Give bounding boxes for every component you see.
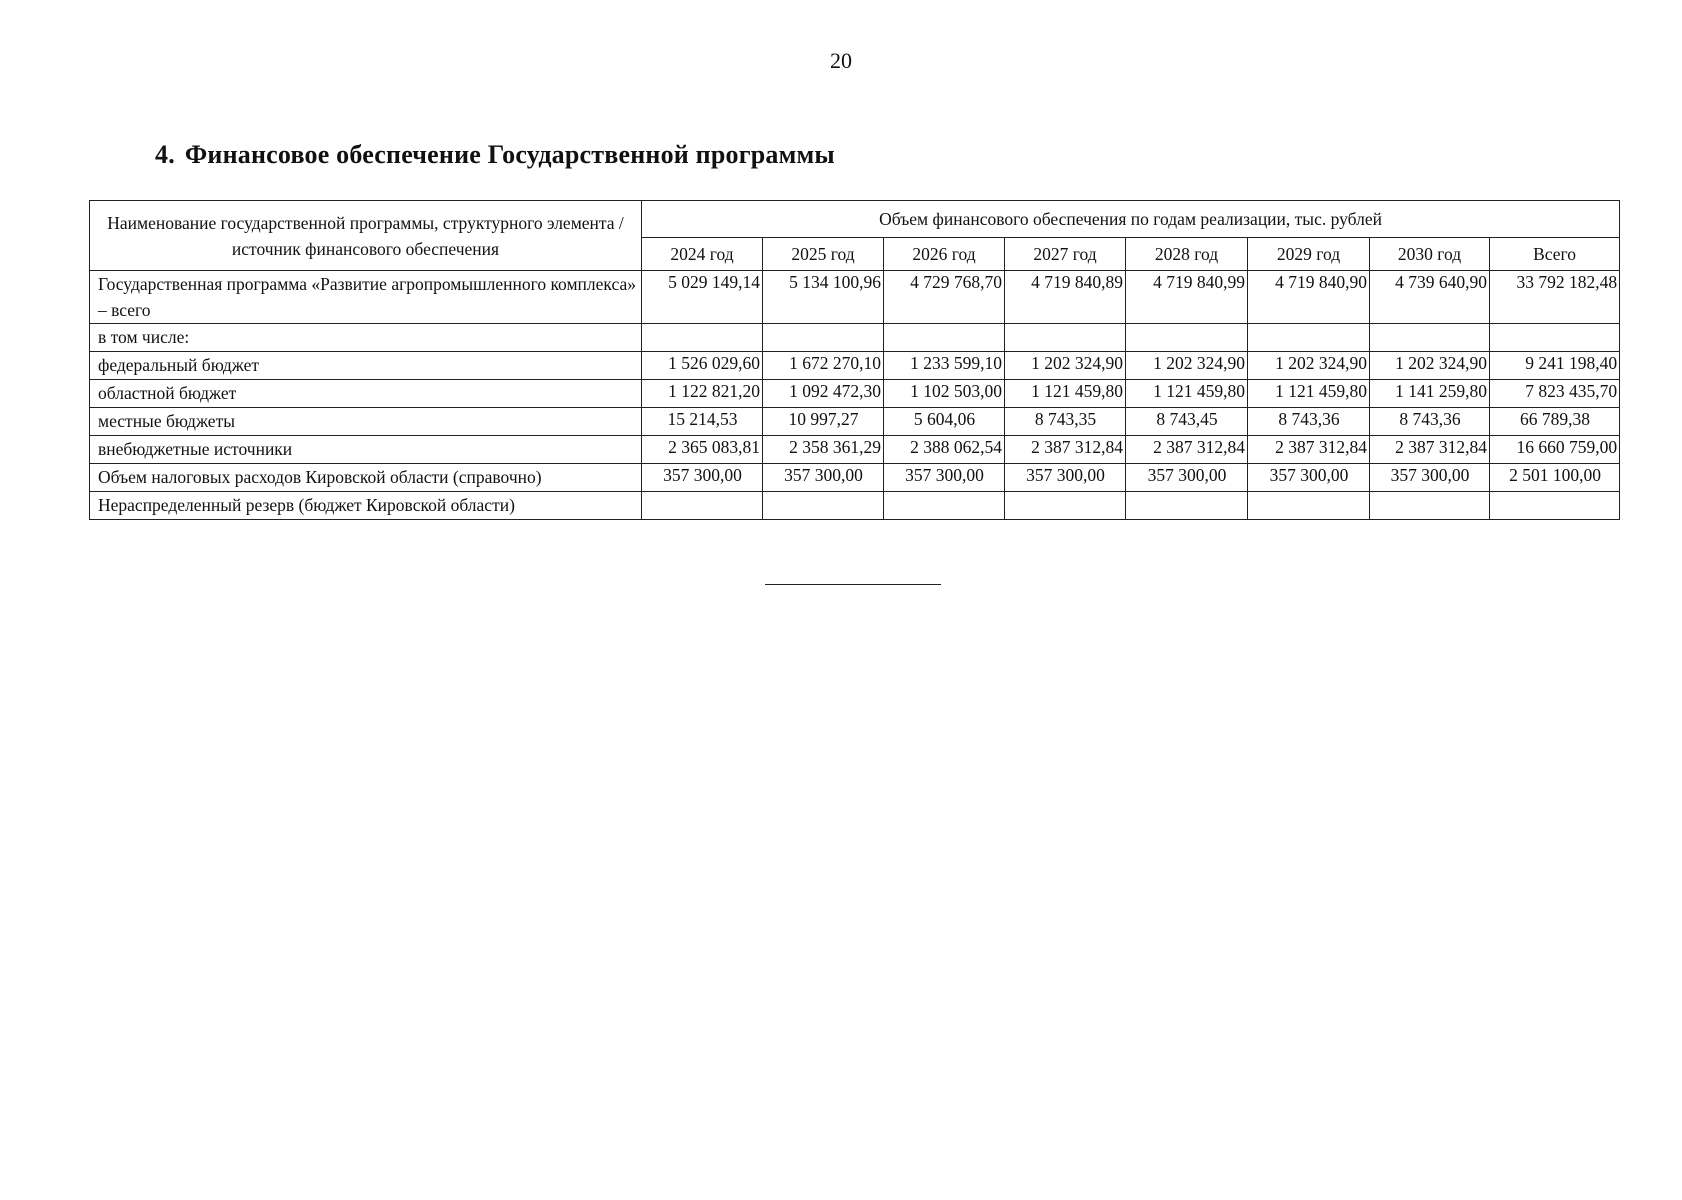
column-header-2025: 2025 год bbox=[763, 238, 884, 271]
cell-value: 357 300,00 bbox=[1126, 464, 1248, 492]
cell-value: 7 823 435,70 bbox=[1490, 380, 1620, 408]
cell-value: 4 739 640,90 bbox=[1370, 271, 1490, 324]
cell-value: 8 743,36 bbox=[1248, 408, 1370, 436]
row-label: в том числе: bbox=[90, 324, 642, 352]
cell-value bbox=[1248, 324, 1370, 352]
cell-value: 2 501 100,00 bbox=[1490, 464, 1620, 492]
table-row bbox=[90, 464, 1620, 492]
cell-value: 1 141 259,80 bbox=[1370, 380, 1490, 408]
cell-value bbox=[1005, 492, 1126, 520]
table-row bbox=[90, 271, 1620, 324]
cell-value: 1 102 503,00 bbox=[884, 380, 1005, 408]
row-label: местные бюджеты bbox=[90, 408, 642, 436]
section-title bbox=[155, 140, 835, 170]
section-number: 4. bbox=[155, 140, 175, 169]
cell-value: 2 387 312,84 bbox=[1005, 436, 1126, 464]
financing-table bbox=[89, 200, 1620, 520]
cell-value: 1 202 324,90 bbox=[1248, 352, 1370, 380]
cell-value bbox=[1370, 492, 1490, 520]
column-header-2026: 2026 год bbox=[884, 238, 1005, 271]
column-header-2027: 2027 год bbox=[1005, 238, 1126, 271]
cell-value: 9 241 198,40 bbox=[1490, 352, 1620, 380]
cell-value: 1 121 459,80 bbox=[1248, 380, 1370, 408]
cell-value: 5 134 100,96 bbox=[763, 271, 884, 324]
cell-value: 16 660 759,00 bbox=[1490, 436, 1620, 464]
financing-group-header: Объем финансового обеспечения по годам реализации, тыс. рублей bbox=[642, 201, 1620, 238]
cell-value: 66 789,38 bbox=[1490, 408, 1620, 436]
column-header-2024: 2024 год bbox=[642, 238, 763, 271]
column-header-total: Всего bbox=[1490, 238, 1620, 271]
name-column-header: Наименование государственной программы, структурного элемента / источник финансового обеспечения bbox=[90, 201, 642, 271]
cell-value bbox=[884, 324, 1005, 352]
table-row bbox=[90, 352, 1620, 380]
end-rule-divider bbox=[765, 584, 941, 585]
cell-value bbox=[1126, 492, 1248, 520]
cell-value: 357 300,00 bbox=[884, 464, 1005, 492]
cell-value: 2 387 312,84 bbox=[1248, 436, 1370, 464]
table-row bbox=[90, 492, 1620, 520]
cell-value: 1 202 324,90 bbox=[1370, 352, 1490, 380]
cell-value bbox=[1490, 324, 1620, 352]
cell-value: 1 121 459,80 bbox=[1005, 380, 1126, 408]
cell-value bbox=[1370, 324, 1490, 352]
cell-value: 1 526 029,60 bbox=[642, 352, 763, 380]
cell-value: 33 792 182,48 bbox=[1490, 271, 1620, 324]
table-row bbox=[90, 436, 1620, 464]
cell-value: 4 719 840,89 bbox=[1005, 271, 1126, 324]
cell-value: 2 365 083,81 bbox=[642, 436, 763, 464]
cell-value: 357 300,00 bbox=[1370, 464, 1490, 492]
cell-value: 1 202 324,90 bbox=[1005, 352, 1126, 380]
row-label: Нераспределенный резерв (бюджет Кировской области) bbox=[90, 492, 642, 520]
cell-value: 1 202 324,90 bbox=[1126, 352, 1248, 380]
cell-value: 357 300,00 bbox=[1005, 464, 1126, 492]
cell-value: 2 387 312,84 bbox=[1370, 436, 1490, 464]
row-label: областной бюджет bbox=[90, 380, 642, 408]
cell-value bbox=[1126, 324, 1248, 352]
cell-value bbox=[763, 492, 884, 520]
table-row bbox=[90, 324, 1620, 352]
cell-value: 357 300,00 bbox=[763, 464, 884, 492]
cell-value: 2 387 312,84 bbox=[1126, 436, 1248, 464]
cell-value bbox=[763, 324, 884, 352]
cell-value: 8 743,45 bbox=[1126, 408, 1248, 436]
cell-value: 357 300,00 bbox=[642, 464, 763, 492]
cell-value: 1 092 472,30 bbox=[763, 380, 884, 408]
page-number: 20 bbox=[830, 48, 852, 73]
cell-value: 5 029 149,14 bbox=[642, 271, 763, 324]
cell-value bbox=[642, 492, 763, 520]
cell-value: 10 997,27 bbox=[763, 408, 884, 436]
cell-value: 8 743,35 bbox=[1005, 408, 1126, 436]
cell-value: 2 358 361,29 bbox=[763, 436, 884, 464]
cell-value: 4 719 840,99 bbox=[1126, 271, 1248, 324]
cell-value: 15 214,53 bbox=[642, 408, 763, 436]
cell-value bbox=[1490, 492, 1620, 520]
cell-value bbox=[1248, 492, 1370, 520]
cell-value: 357 300,00 bbox=[1248, 464, 1370, 492]
cell-value: 4 719 840,90 bbox=[1248, 271, 1370, 324]
section-title-text: Финансовое обеспечение Государственной программы bbox=[184, 140, 835, 169]
table-row bbox=[90, 408, 1620, 436]
cell-value: 1 672 270,10 bbox=[763, 352, 884, 380]
row-label: Государственная программа «Развитие агропромышленного комплекса» – всего bbox=[90, 271, 642, 324]
row-label: федеральный бюджет bbox=[90, 352, 642, 380]
column-header-2029: 2029 год bbox=[1248, 238, 1370, 271]
cell-value: 1 233 599,10 bbox=[884, 352, 1005, 380]
column-header-2030: 2030 год bbox=[1370, 238, 1490, 271]
cell-value: 1 122 821,20 bbox=[642, 380, 763, 408]
cell-value bbox=[1005, 324, 1126, 352]
cell-value bbox=[884, 492, 1005, 520]
column-header-2028: 2028 год bbox=[1126, 238, 1248, 271]
cell-value: 2 388 062,54 bbox=[884, 436, 1005, 464]
cell-value: 5 604,06 bbox=[884, 408, 1005, 436]
cell-value bbox=[642, 324, 763, 352]
cell-value: 4 729 768,70 bbox=[884, 271, 1005, 324]
row-label: внебюджетные источники bbox=[90, 436, 642, 464]
table-row bbox=[90, 380, 1620, 408]
cell-value: 8 743,36 bbox=[1370, 408, 1490, 436]
cell-value: 1 121 459,80 bbox=[1126, 380, 1248, 408]
row-label: Объем налоговых расходов Кировской области (справочно) bbox=[90, 464, 642, 492]
